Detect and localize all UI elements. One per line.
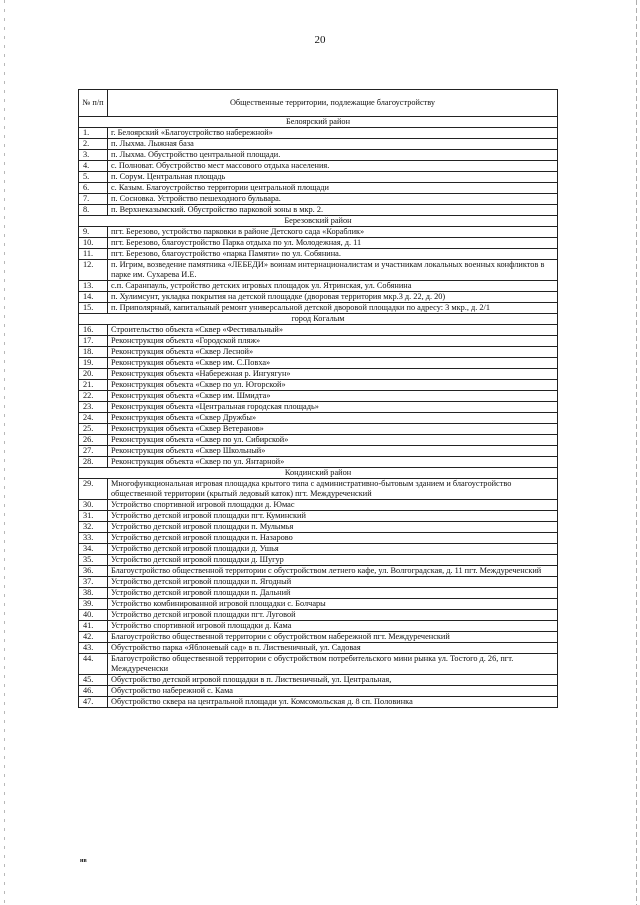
row-number: 2. <box>79 139 108 150</box>
row-text: Устройство детской игровой площадки пгт. Куминский <box>108 511 558 522</box>
row-text: Устройство детской игровой площадки пгт. Луговой <box>108 610 558 621</box>
row-text: Устройство спортивной игровой площадки д. Кама <box>108 621 558 632</box>
table-row <box>79 249 558 260</box>
table-row <box>79 150 558 161</box>
territories-table <box>78 89 558 708</box>
row-text: п. Верхнеказымский. Обустройство парковой зоны в мкр. 2. <box>108 205 558 216</box>
table-row <box>79 544 558 555</box>
row-number: 42. <box>79 632 108 643</box>
region-name: Кондинский район <box>79 468 558 479</box>
row-text: Обустройство набережной с. Кама <box>108 686 558 697</box>
row-number: 18. <box>79 347 108 358</box>
row-text: Реконструкция объекта «Набережная р. Ингуягун» <box>108 369 558 380</box>
row-text: Устройство спортивной игровой площадки д. Юмас <box>108 500 558 511</box>
row-text: п. Игрим, возведение памятника «ЛЕБЕДИ» воинам интернационалистам и участникам локальных военных конфликтов в парке им. Сухарева И.Е. <box>108 260 558 281</box>
table-row <box>79 643 558 654</box>
row-number: 15. <box>79 303 108 314</box>
row-number: 47. <box>79 697 108 708</box>
row-text: Реконструкция объекта «Городской пляж» <box>108 336 558 347</box>
row-text: Устройство детской игровой площадки д. Шугур <box>108 555 558 566</box>
table-row <box>79 194 558 205</box>
table-row <box>79 610 558 621</box>
row-number: 38. <box>79 588 108 599</box>
table-row <box>79 424 558 435</box>
row-number: 16. <box>79 325 108 336</box>
row-number: 9. <box>79 227 108 238</box>
row-number: 5. <box>79 172 108 183</box>
table-row <box>79 697 558 708</box>
table-row <box>79 654 558 675</box>
table-row <box>79 413 558 424</box>
table-row <box>79 555 558 566</box>
scan-edge-right <box>636 0 637 905</box>
table-row <box>79 336 558 347</box>
region-name: Белоярский район <box>79 117 558 128</box>
header-number: № п/п <box>79 90 108 117</box>
table-row <box>79 402 558 413</box>
region-row <box>79 314 558 325</box>
region-row <box>79 468 558 479</box>
table-row <box>79 183 558 194</box>
row-text: Многофункциональная игровая площадка крытого типа с административно-бытовым зданием и благоустройство общественной территории (крытый ледовый каток) пгт. Междуреченский <box>108 479 558 500</box>
row-number: 31. <box>79 511 108 522</box>
row-number: 41. <box>79 621 108 632</box>
table-row <box>79 446 558 457</box>
row-number: 7. <box>79 194 108 205</box>
region-row <box>79 216 558 227</box>
table-row <box>79 292 558 303</box>
row-number: 33. <box>79 533 108 544</box>
table-row <box>79 391 558 402</box>
row-text: пгт. Березово, благоустройство «парка Памяти» по ул. Собянина. <box>108 249 558 260</box>
row-number: 21. <box>79 380 108 391</box>
row-text: Устройство детской игровой площадки п. Ягодный <box>108 577 558 588</box>
table-row <box>79 325 558 336</box>
row-text: Устройство комбинированной игровой площадки с. Болчары <box>108 599 558 610</box>
row-text: с. Полноват. Обустройство мест массового отдыха населения. <box>108 161 558 172</box>
row-number: 23. <box>79 402 108 413</box>
table-row <box>79 128 558 139</box>
table-header-row <box>79 90 558 117</box>
row-text: п. Сорум. Центральная площадь <box>108 172 558 183</box>
row-number: 45. <box>79 675 108 686</box>
row-number: 44. <box>79 654 108 675</box>
table-row <box>79 500 558 511</box>
table-row <box>79 522 558 533</box>
row-number: 20. <box>79 369 108 380</box>
row-number: 3. <box>79 150 108 161</box>
row-text: п. Лыхма. Обустройство центральной площади. <box>108 150 558 161</box>
table-row <box>79 566 558 577</box>
table-row <box>79 172 558 183</box>
row-number: 34. <box>79 544 108 555</box>
row-text: Благоустройство общественной территории с обустройством потребительского мини рынка ул. Тостого д. 26, пгт. Междуреченски <box>108 654 558 675</box>
table-row <box>79 238 558 249</box>
table-row <box>79 533 558 544</box>
row-number: 13. <box>79 281 108 292</box>
row-number: 46. <box>79 686 108 697</box>
region-name: город Когалым <box>79 314 558 325</box>
row-number: 32. <box>79 522 108 533</box>
row-text: с. Казым. Благоустройство территории центральной площади <box>108 183 558 194</box>
row-text: Реконструкция объекта «Сквер по ул. Янтарной» <box>108 457 558 468</box>
row-text: Реконструкция объекта «Сквер им. С.Повха» <box>108 358 558 369</box>
table-row <box>79 632 558 643</box>
row-text: пгт. Березово, благоустройство Парка отдыха по ул. Молодежная, д. 11 <box>108 238 558 249</box>
table-body <box>79 117 558 708</box>
row-number: 35. <box>79 555 108 566</box>
row-number: 24. <box>79 413 108 424</box>
table-row <box>79 303 558 314</box>
row-text: пгт. Березово, устройство парковки в районе Детского сада «Кораблик» <box>108 227 558 238</box>
row-text: Реконструкция объекта «Сквер Дружбы» <box>108 413 558 424</box>
row-number: 1. <box>79 128 108 139</box>
scan-edge-left <box>4 0 5 905</box>
row-number: 43. <box>79 643 108 654</box>
row-number: 39. <box>79 599 108 610</box>
row-text: Реконструкция объекта «Сквер им. Шмидта» <box>108 391 558 402</box>
row-text: Реконструкция объекта «Сквер Лесной» <box>108 347 558 358</box>
table-row <box>79 686 558 697</box>
row-text: Реконструкция объекта «Сквер Школьный» <box>108 446 558 457</box>
table-row <box>79 347 558 358</box>
table-row <box>79 457 558 468</box>
row-number: 27. <box>79 446 108 457</box>
row-number: 6. <box>79 183 108 194</box>
table-row <box>79 621 558 632</box>
table-row <box>79 358 558 369</box>
table-row <box>79 577 558 588</box>
row-number: 19. <box>79 358 108 369</box>
table-row <box>79 675 558 686</box>
header-title: Общественные территории, подлежащие благоустройству <box>108 90 558 117</box>
row-text: п. Хулимсунт, укладка покрытия на детской площадке (дворовая территория мкр.3 д. 22, д. 20) <box>108 292 558 303</box>
row-number: 29. <box>79 479 108 500</box>
row-number: 40. <box>79 610 108 621</box>
row-number: 37. <box>79 577 108 588</box>
table-row <box>79 435 558 446</box>
table-row <box>79 227 558 238</box>
row-text: Обустройство сквера на центральной площади ул. Комсомольская д. 8 сп. Половинка <box>108 697 558 708</box>
row-text: Реконструкция объекта «Сквер по ул. Сибирской» <box>108 435 558 446</box>
row-number: 11. <box>79 249 108 260</box>
row-number: 8. <box>79 205 108 216</box>
table-row <box>79 281 558 292</box>
row-text: Реконструкция объекта «Центральная городская площадь» <box>108 402 558 413</box>
row-number: 17. <box>79 336 108 347</box>
row-text: Реконструкция объекта «Сквер по ул. Югорской» <box>108 380 558 391</box>
page-number: 20 <box>314 34 326 46</box>
row-number: 28. <box>79 457 108 468</box>
row-text: Реконструкция объекта «Сквер Ветеранов» <box>108 424 558 435</box>
row-number: 12. <box>79 260 108 281</box>
row-number: 30. <box>79 500 108 511</box>
row-text: п. Лыхма. Лыжная база <box>108 139 558 150</box>
table-row <box>79 511 558 522</box>
row-text: Благоустройство общественной территории с обустройством набережной пгт. Междуреченский <box>108 632 558 643</box>
table-row <box>79 139 558 150</box>
table-row <box>79 205 558 216</box>
row-number: 22. <box>79 391 108 402</box>
row-number: 14. <box>79 292 108 303</box>
row-text: Обустройство парка «Яблоневый сад» в п. Лиственичный, ул. Садовая <box>108 643 558 654</box>
row-number: 25. <box>79 424 108 435</box>
row-number: 4. <box>79 161 108 172</box>
row-number: 26. <box>79 435 108 446</box>
table-row <box>79 161 558 172</box>
table-row <box>79 479 558 500</box>
row-number: 10. <box>79 238 108 249</box>
table-row <box>79 380 558 391</box>
table-row <box>79 599 558 610</box>
row-text: Устройство детской игровой площадки п. Дальний <box>108 588 558 599</box>
row-text: п. Приполярный, капитальный ремонт универсальной детской дворовой площадки по адресу: 3 мкр., д. 2/1 <box>108 303 558 314</box>
table-row <box>79 369 558 380</box>
region-row <box>79 117 558 128</box>
table-row <box>79 260 558 281</box>
row-text: п. Сосновка. Устройство пешеходного бульвара. <box>108 194 558 205</box>
footer-mark: нв <box>80 858 87 864</box>
row-text: Благоустройство общественной территории с обустройством летнего кафе, ул. Волгоградская, д. 11 пгт. Междуреченский <box>108 566 558 577</box>
row-number: 36. <box>79 566 108 577</box>
row-text: Строительство объекта «Сквер «Фестивальный» <box>108 325 558 336</box>
row-text: г. Белоярский «Благоустройство набережной» <box>108 128 558 139</box>
row-text: Устройство детской игровой площадки п. Назарово <box>108 533 558 544</box>
table-row <box>79 588 558 599</box>
row-text: Обустройство детской игровой площадки в п. Лиственичный, ул. Центральная, <box>108 675 558 686</box>
region-name: Березовский район <box>79 216 558 227</box>
row-text: Устройство детской игровой площадки п. Мулымья <box>108 522 558 533</box>
row-text: Устройство детской игровой площадки д. Ушья <box>108 544 558 555</box>
row-text: с.п. Саранпауль, устройство детских игровых площадок ул. Ятринская, ул. Собянина <box>108 281 558 292</box>
